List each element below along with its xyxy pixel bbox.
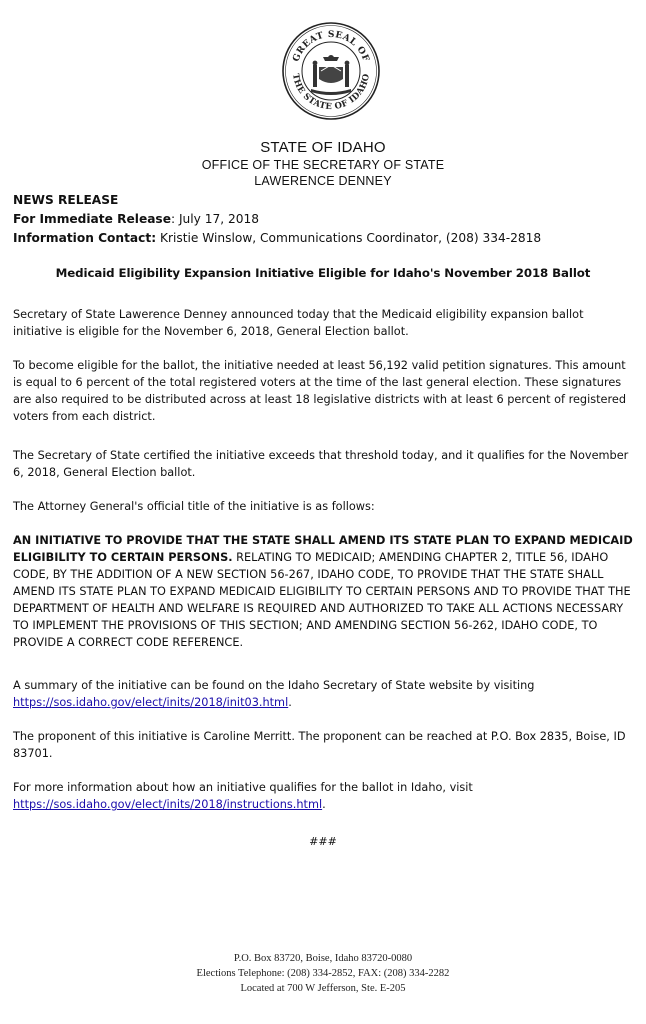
paragraph-announcement: Secretary of State Lawerence Denney announced today that the Medicaid eligibility expansion ballot initiative is eligible for the November 6, 2018, General Election ballot. xyxy=(13,308,584,338)
paragraph-summary: A summary of the initiative can be found on the Idaho Secretary of State website by visiting https://sos.idaho.gov/elect/inits/2018/init03.html. xyxy=(13,679,535,709)
paragraph-proponent: The proponent of this initiative is Caroline Merritt. The proponent can be reached at P.O. Box 2835, Boise, ID 83701. xyxy=(13,730,626,760)
immediate-release-label: For Immediate Release xyxy=(13,212,171,226)
release-info xyxy=(13,191,633,248)
headline: Medicaid Eligibility Expansion Initiative Eligible for Idaho's November 2018 Ballot xyxy=(55,266,591,280)
paragraph-requirements: To become eligible for the ballot, the initiative needed at least 56,192 valid petition signatures. This amount is equal to 6 percent of the total registered voters at the time of the last general election. These signatures are also required to be distributed across at least 18 legislative districts with at least 6 percent of registered voters from each district. xyxy=(13,359,627,423)
state-seal-logo xyxy=(281,21,381,121)
official-title-rest: RELATING TO MEDICAID; AMENDING CHAPTER 2, TITLE 56, IDAHO CODE, BY THE ADDITION OF A NEW SECTION 56-267, IDAHO CODE, TO PROVIDE THAT THE STATE SHALL AMEND ITS STATE PLAN TO EXPAND MEDICAID ELIGIBILITY TO CERTAIN PERSONS AND TO PROVIDE THAT THE DEPARTMENT OF HEALTH AND WELFARE IS REQUIRED AND AUTHORIZED TO TAKE ALL ACTIONS NECESSARY TO IMPLEMENT THE PROVISIONS OF THIS SECTION; AND AMENDING SECTION 56-262, IDAHO CODE, TO PROVIDE A CORRECT CODE REFERENCE. xyxy=(13,551,631,649)
svg-text:GREAT SEAL OF: GREAT SEAL OF xyxy=(291,29,371,64)
letterhead-state: STATE OF IDAHO xyxy=(260,139,386,156)
footer-address xyxy=(0,951,646,996)
svg-text:THE STATE OF IDAHO: THE STATE OF IDAHO xyxy=(290,72,373,113)
paragraph-title-intro: The Attorney General's official title of the initiative is as follows: xyxy=(13,500,375,513)
letterhead-secretary-name: LAWERENCE DENNEY xyxy=(254,174,392,188)
footer-line-phone: Elections Telephone: (208) 334-2852, FAX: (208) 334-2282 xyxy=(196,968,450,979)
contact-value: Kristie Winslow, Communications Coordinator, (208) 334-2818 xyxy=(156,231,542,245)
contact-label: Information Contact: xyxy=(13,231,157,245)
paragraph-more-info: For more information about how an initiative qualifies for the ballot in Idaho, visit https://sos.idaho.gov/elect/inits/2018/instructions.html. xyxy=(13,781,473,811)
letterhead-office: OFFICE OF THE SECRETARY OF STATE xyxy=(201,158,445,172)
official-title-bold: AN INITIATIVE TO PROVIDE THAT THE STATE SHALL AMEND ITS STATE PLAN TO EXPAND MEDICAID ELIGIBILITY TO CERTAIN PERSONS. xyxy=(13,534,633,564)
instructions-link[interactable]: https://sos.idaho.gov/elect/inits/2018/instructions.html xyxy=(13,798,323,811)
news-release-label: NEWS RELEASE xyxy=(13,193,119,207)
footer-line-location: Located at 700 W Jefferson, Ste. E-205 xyxy=(240,983,406,994)
footer-line-po-box: P.O. Box 83720, Boise, Idaho 83720-0080 xyxy=(233,953,413,964)
release-date: : July 17, 2018 xyxy=(170,212,260,226)
letterhead xyxy=(0,138,646,189)
end-mark: ### xyxy=(309,835,337,848)
paragraph-official-title xyxy=(13,532,633,651)
paragraph-certification: The Secretary of State certified the initiative exceeds that threshold today, and it qualifies for the November 6, 2018, General Election ballot. xyxy=(13,449,629,479)
summary-link[interactable]: https://sos.idaho.gov/elect/inits/2018/init03.html xyxy=(13,696,289,709)
